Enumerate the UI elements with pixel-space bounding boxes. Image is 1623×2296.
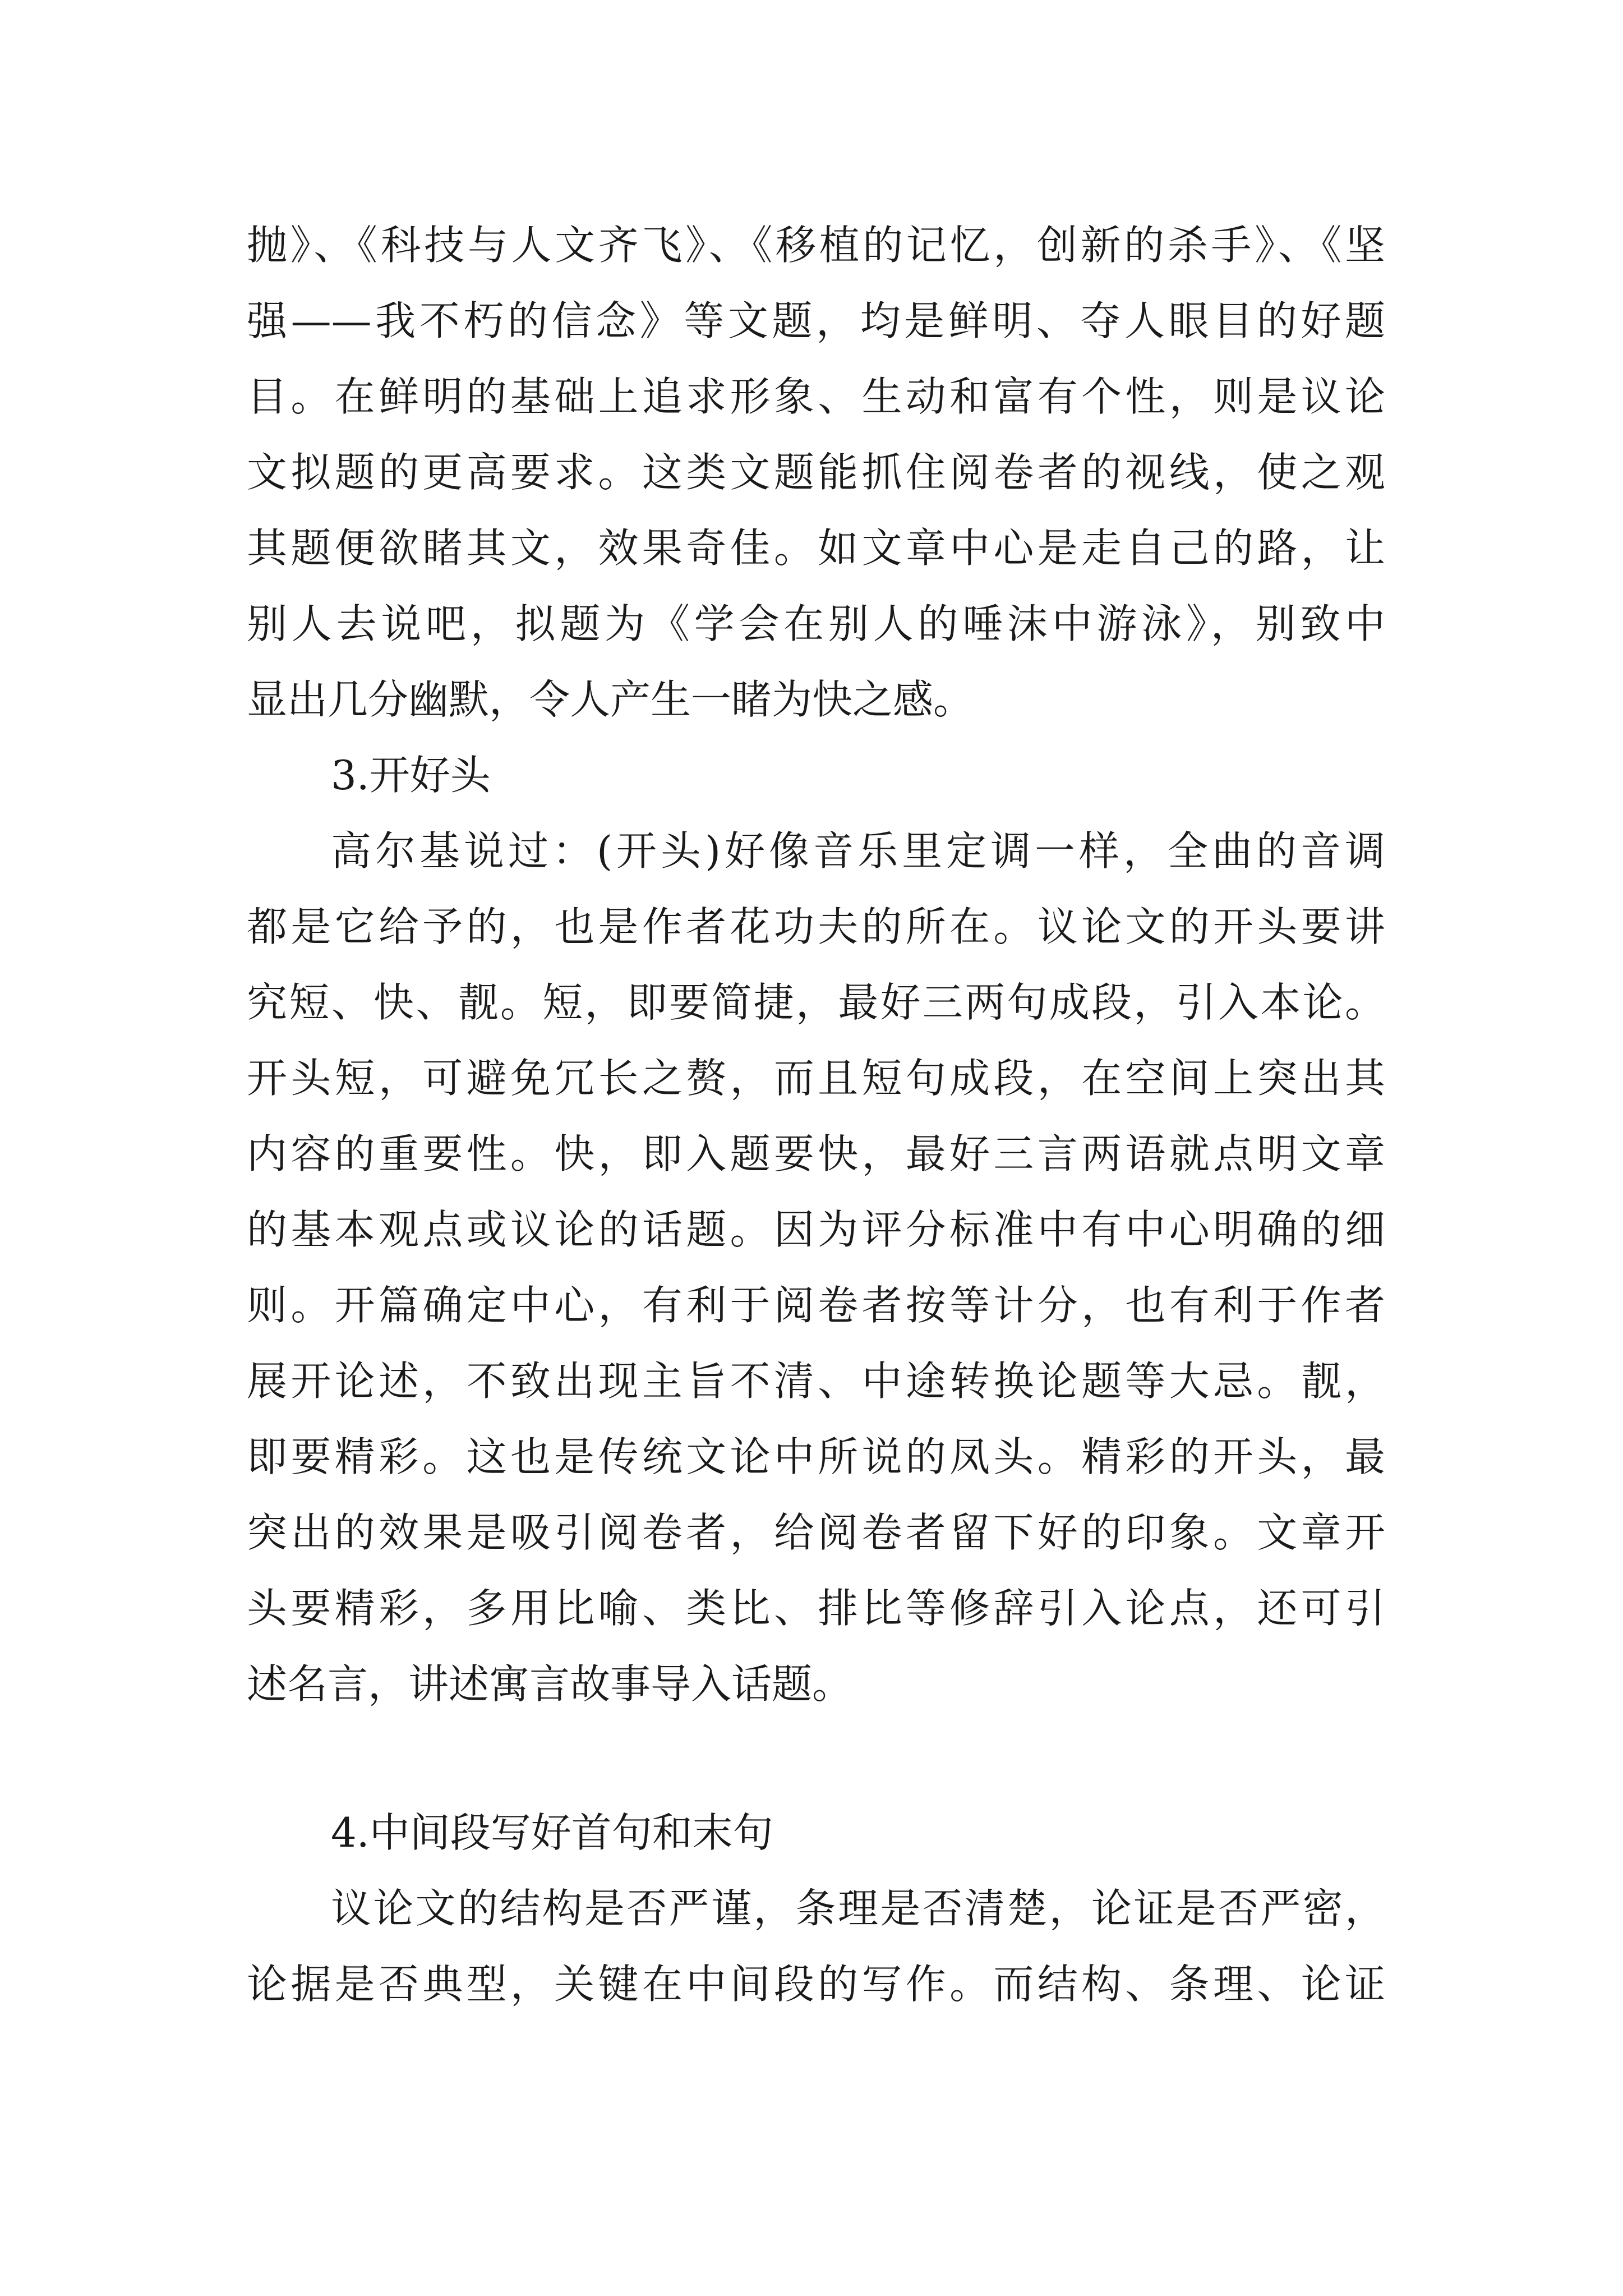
paragraph-line: 强——我不朽的信念》等文题，均是鲜明、夺人眼目的好题	[247, 297, 1385, 344]
paragraph-line: 别人去说吧，拟题为《学会在别人的唾沫中游泳》，别致中	[247, 600, 1385, 647]
paragraph-line: 抛》、《科技与人文齐飞》、《移植的记忆，创新的杀手》、《坚	[247, 222, 1385, 269]
paragraph-line: 的基本观点或议论的话题。因为评分标准中有中心明确的细	[247, 1206, 1385, 1253]
paragraph-line: 头要精彩，多用比喻、类比、排比等修辞引入论点，还可引	[247, 1585, 1385, 1632]
paragraph-line: 则。开篇确定中心，有利于阅卷者按等计分，也有利于作者	[247, 1282, 1385, 1329]
paragraph-line: 显出几分幽默，令人产生一睹为快之感。	[247, 676, 974, 723]
paragraph-line: 议论文的结构是否严谨，条理是否清楚，论证是否严密，	[331, 1885, 1385, 1932]
paragraph-title-examples	[247, 208, 1385, 738]
paragraph-line: 目。在鲜明的基础上追求形象、生动和富有个性，则是议论	[247, 373, 1385, 420]
paragraph-line: 即要精彩。这也是传统文论中所说的凤头。精彩的开头，最	[247, 1433, 1385, 1480]
text-block-1	[247, 208, 1385, 1722]
paragraph-line: 都是它给予的，也是作者花功夫的所在。议论文的开头要讲	[247, 903, 1385, 950]
paragraph-middle	[247, 1871, 1385, 2022]
paragraph-opening	[247, 813, 1385, 1722]
paragraph-line: 突出的效果是吸引阅卷者，给阅卷者留下好的印象。文章开	[247, 1509, 1385, 1556]
paragraph-line: 其题便欲睹其文，效果奇佳。如文章中心是走自己的路，让	[247, 524, 1385, 572]
paragraph-line: 内容的重要性。快，即入题要快，最好三言两语就点明文章	[247, 1130, 1385, 1177]
paragraph-line: 文拟题的更高要求。这类文题能抓住阅卷者的视线，使之观	[247, 449, 1385, 496]
paragraph-line: 高尔基说过：(开头)好像音乐里定调一样，全曲的音调	[331, 827, 1385, 875]
section-heading-opening: 3.开好头	[331, 752, 491, 799]
text-block-2	[247, 1795, 1385, 2022]
paragraph-line: 论据是否典型，关键在中间段的写作。而结构、条理、论证	[247, 1961, 1385, 2008]
section-heading-middle-paragraphs: 4.中间段写好首句和末句	[331, 1809, 773, 1856]
paragraph-line: 展开论述，不致出现主旨不清、中途转换论题等大忌。靓，	[247, 1358, 1385, 1405]
paragraph-line: 述名言，讲述寓言故事导入话题。	[247, 1660, 853, 1708]
paragraph-line: 究短、快、靓。短，即要简捷，最好三两句成段，引入本论。	[247, 979, 1385, 1026]
paragraph-line: 开头短，可避免冗长之赘，而且短句成段，在空间上突出其	[247, 1055, 1385, 1102]
